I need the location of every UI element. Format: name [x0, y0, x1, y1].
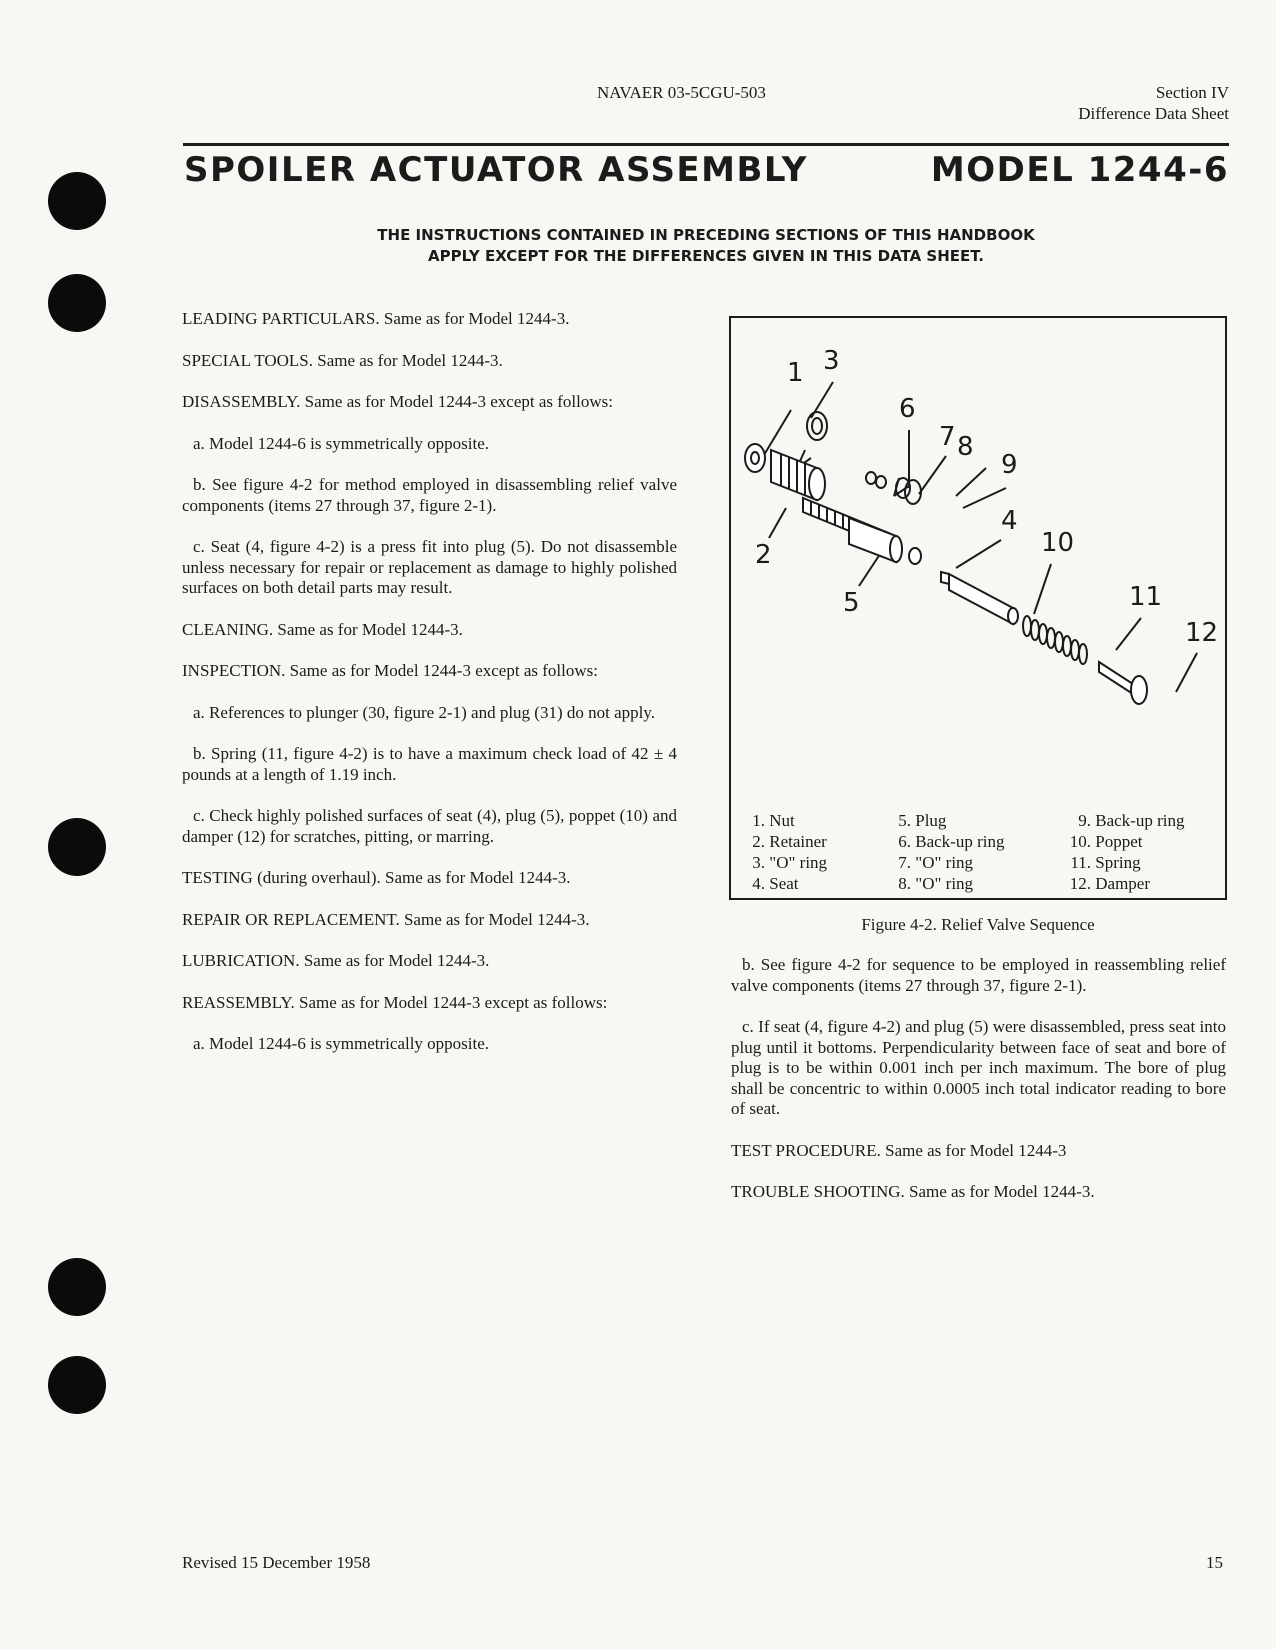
legend-number: 1.: [752, 811, 765, 830]
legend-item: [745, 873, 827, 894]
poppet-tip: [941, 572, 949, 584]
notice-line: THE INSTRUCTIONS CONTAINED IN PRECEDING SECTIONS OF THIS HANDBOOK: [377, 226, 1035, 244]
callout-label: 3: [823, 346, 840, 376]
paragraph: REASSEMBLY. Same as for Model 1244-3 except as follows:: [182, 992, 608, 1012]
right-column: [731, 955, 1226, 1224]
legend-column: [1065, 810, 1184, 894]
o-ring: [896, 478, 910, 498]
legend-column: [891, 810, 1004, 894]
legend-item: [1065, 873, 1184, 894]
legend-label: Damper: [1095, 874, 1151, 893]
spring: [1023, 616, 1087, 664]
binder-hole: [48, 172, 106, 230]
legend-label: "O" ring: [769, 853, 828, 872]
legend-label: Back-up ring: [915, 832, 1005, 851]
nut: [745, 444, 765, 472]
legend-number: 8.: [898, 874, 911, 893]
legend-number: 6.: [898, 832, 911, 851]
paragraph: LEADING PARTICULARS. Same as for Model 1244-3.: [182, 309, 570, 328]
legend-number: 5.: [898, 811, 911, 830]
retainer-end: [809, 468, 825, 500]
poppet-end: [1008, 608, 1018, 624]
damper-stem: [1099, 662, 1133, 694]
paragraph: CLEANING. Same as for Model 1244-3.: [182, 619, 463, 639]
legend-item: [1065, 810, 1184, 831]
legend-number: 9.: [1078, 811, 1091, 830]
doc-number: NAVAER 03-5CGU-503: [597, 83, 766, 102]
paragraph: SPECIAL TOOLS. Same as for Model 1244-3.: [182, 350, 503, 370]
legend-label: Poppet: [1095, 832, 1143, 851]
legend-number: 4.: [752, 874, 765, 893]
legend-item: [745, 831, 827, 852]
paragraph: b. See figure 4-2 for method employed in disassembling relief valve components (items 27 through 37, figure 2-1).: [182, 475, 677, 515]
legend-item: [745, 810, 827, 831]
legend-number: 7.: [898, 853, 911, 872]
section-label: [1078, 82, 1229, 124]
legend-item: [1065, 831, 1184, 852]
callout-label: 4: [1001, 506, 1018, 536]
paragraph: TESTING (during overhaul). Same as for Model 1244-3.: [182, 868, 571, 887]
callout-label: 8: [957, 432, 974, 462]
notice-line: APPLY EXCEPT FOR THE DIFFERENCES GIVEN IN THIS DATA SHEET.: [428, 247, 984, 265]
title-rule: [183, 143, 1229, 146]
paragraph: b. See figure 4-2 for sequence to be employed in reassembling relief valve components (items 27 through 37, figure 2-1).: [731, 955, 1226, 995]
paragraph: TEST PROCEDURE. Same as for Model 1244-3: [731, 1140, 1067, 1160]
paragraph: c. Check highly polished surfaces of seat (4), plug (5), poppet (10) and damper (12) for scratches, pitting, or marring.: [182, 806, 677, 846]
callout-label: 5: [843, 588, 860, 618]
o-ring-inner: [812, 418, 822, 434]
paragraph: a. Model 1244-6 is symmetrically opposite.: [193, 1034, 490, 1053]
legend-number: 2.: [752, 832, 765, 851]
leader-line: [956, 540, 1001, 568]
leader-line: [1034, 564, 1051, 614]
legend-number: 12.: [1069, 874, 1091, 893]
callout-label: 12: [1185, 618, 1219, 648]
binder-hole: [48, 818, 106, 876]
callout-label: 6: [899, 394, 916, 424]
section-number: Section IV: [1155, 83, 1229, 102]
legend-item: [1065, 852, 1184, 873]
binder-hole: [48, 1258, 106, 1316]
model-title: MODEL 1244-6: [930, 150, 1229, 190]
page-number: 15: [1206, 1553, 1223, 1572]
paragraph: INSPECTION. Same as for Model 1244-3 except as follows:: [182, 661, 598, 680]
legend-item: [891, 831, 1004, 852]
callout-label: 1: [787, 358, 804, 388]
legend-label: Seat: [769, 874, 799, 893]
figure-caption: Figure 4-2. Relief Valve Sequence: [861, 915, 1095, 934]
notice: [183, 225, 1229, 267]
paragraph: LUBRICATION. Same as for Model 1244-3.: [182, 951, 490, 970]
legend-item: [745, 852, 827, 873]
leader-line: [769, 508, 786, 538]
legend-number: 11.: [1070, 853, 1091, 872]
paragraph: TROUBLE SHOOTING. Same as for Model 1244-3.: [731, 1182, 1095, 1201]
back-up-ring: [905, 480, 921, 504]
legend-label: Spring: [1095, 853, 1141, 872]
legend-label: Retainer: [769, 832, 827, 851]
binder-hole: [48, 274, 106, 332]
section-subtitle: Difference Data Sheet: [1078, 104, 1229, 123]
legend-column: [745, 810, 827, 894]
callout-label: 9: [1001, 450, 1018, 480]
legend-item: [891, 810, 1004, 831]
paragraph: c. Seat (4, figure 4-2) is a press fit into plug (5). Do not disassemble unless necessary for repair or replacement as damage to highly polished surfaces on both detail parts may result.: [182, 537, 677, 597]
relief-valve-exploded-view: [731, 318, 1225, 798]
paragraph: DISASSEMBLY. Same as for Model 1244-3 except as follows:: [182, 392, 613, 411]
leader-line: [1116, 618, 1141, 650]
plug-end: [890, 536, 902, 562]
legend-label: Back-up ring: [1095, 811, 1185, 830]
callout-label: 10: [1041, 528, 1075, 558]
leader-line: [919, 456, 946, 494]
page-title: SPOILER ACTUATOR ASSEMBLY: [184, 150, 808, 190]
legend-number: 3.: [752, 853, 765, 872]
seat: [909, 548, 921, 564]
damper-head: [1131, 676, 1147, 704]
figure-4-2: [729, 316, 1227, 900]
legend-label: "O" ring: [915, 874, 974, 893]
o-ring: [807, 412, 827, 440]
legend-item: [891, 873, 1004, 894]
back-up-ring: [866, 472, 876, 484]
legend-label: Plug: [915, 811, 947, 830]
paragraph: b. Spring (11, figure 4-2) is to have a maximum check load of 42 ± 4 pounds at a length of 1.19 inch.: [182, 744, 677, 784]
paragraph: REPAIR OR REPLACEMENT. Same as for Model 1244-3.: [182, 909, 590, 929]
callout-label: 7: [939, 422, 956, 452]
paragraph: c. If seat (4, figure 4-2) and plug (5) were disassembled, press seat into plug until it bottoms. Perpendicularity between face of seat and bore of plug is to be within 0.001 inch per inch maximum. The bore of plug shall be concentric to within 0.0005 inch total indicator reading to bore of seat.: [731, 1017, 1226, 1118]
legend-label: Nut: [769, 811, 795, 830]
paragraph: a. Model 1244-6 is symmetrically opposite.: [193, 433, 490, 453]
plug-body: [849, 518, 896, 562]
o-ring: [876, 476, 886, 488]
legend-item: [891, 852, 1004, 873]
leader-line: [956, 468, 986, 496]
left-column: [182, 309, 677, 1076]
poppet-body: [949, 574, 1013, 624]
callout-label: 2: [755, 540, 772, 570]
paragraph: a. References to plunger (30, figure 2-1) and plug (31) do not apply.: [193, 702, 656, 722]
legend-number: 10.: [1069, 832, 1091, 851]
legend-label: "O" ring: [915, 853, 974, 872]
revision-date: Revised 15 December 1958: [182, 1553, 371, 1572]
leader-line: [963, 488, 1006, 508]
binder-hole: [48, 1356, 106, 1414]
leader-line: [1176, 653, 1197, 692]
callout-label: 11: [1129, 582, 1163, 612]
